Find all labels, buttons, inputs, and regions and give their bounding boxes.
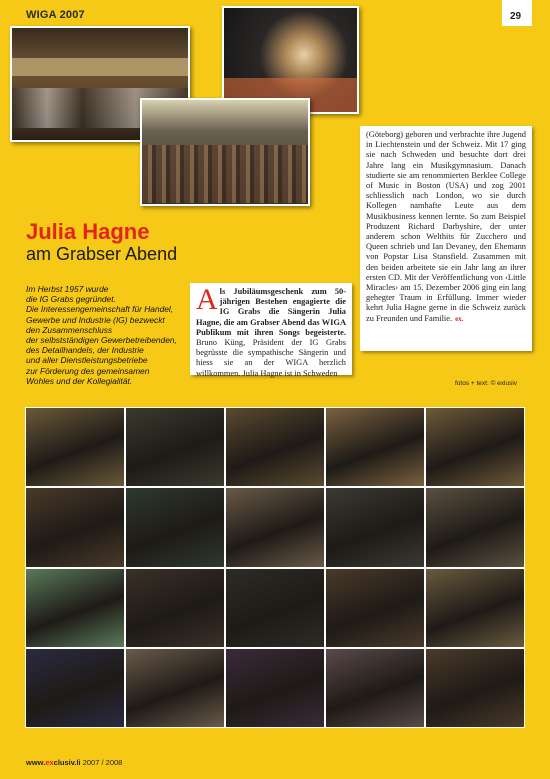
grid-photo	[125, 648, 225, 728]
article-body-part2: (Göteborg) geboren und verbrachte ihre Jugend in Liechtenstein und der Schweiz. Mit 17 ging sie nach Schweden und besuchte dort drei Jahre lang ein Musikgymnasium. Danach studierte sie am renommierten Berklee College of Music in Boston (USA) und zog 2001 schliesslich nach London, wo sie durch Kollegen namhafte Leute aus dem Musikbusiness kennen lernte. So zum Beispiel Produzent Richard Darbyshire, der unter anderem schon Welthits für Zucchero und Queen schrieb und Ian Devaney, den Ehemann von Popstar Lisa Stansfield. Zusammen mit den beiden arbeitete sie ein Jahr lang an ihrer ersten CD. Mit der Veröffentlichung von ‹Little Miracles› am 15. Dezember 2006 ging ein lang gehegter Traum in Erfüllung. Immer wieder kehrt Julia Hagne gerne in die Schweiz zurück zu Freunden und Familie.	[366, 130, 526, 323]
page-number: 29	[510, 11, 522, 22]
intro-line: Gewerbe und Industrie (IG) bezweckt	[26, 314, 165, 325]
subheadline: am Grabser Abend	[26, 244, 178, 264]
footer	[26, 758, 122, 767]
grid-photo	[225, 487, 325, 567]
grid-photo	[425, 407, 525, 487]
photo-audience	[140, 98, 310, 206]
grid-photo	[25, 648, 125, 728]
grid-photo	[25, 487, 125, 567]
grid-photo	[425, 648, 525, 728]
article-lead: ls Jubiläumsgeschenk zum 50-jährigen Bestehen engagierte die IG Grabs die Sängerin Julia Hagne, die am Grabser Abend das WIGA Publikum mit ihren Songs begeisterte.	[196, 287, 346, 337]
intro-line: des Detailhandels, der Industrie	[26, 345, 144, 356]
grid-photo	[325, 568, 425, 648]
grid-photo	[125, 487, 225, 567]
headline: Julia Hagne	[26, 219, 150, 244]
footer-years: 2007 / 2008	[82, 758, 123, 767]
grid-photo	[425, 487, 525, 567]
photo-credit: fotos + text: © exlusiv	[455, 380, 518, 387]
article-text-box-1	[190, 283, 352, 378]
grid-photo	[225, 407, 325, 487]
grid-photo	[325, 648, 425, 728]
grid-photo	[225, 648, 325, 728]
intro-line: zur Förderung des gemeinsamen	[26, 365, 150, 376]
footer-url: www.exclusiv.li	[26, 758, 81, 767]
grid-photo	[125, 407, 225, 487]
grid-photo	[325, 487, 425, 567]
grid-photo	[25, 407, 125, 487]
intro-line: Im Herbst 1957 wurde	[26, 284, 109, 294]
intro-line: die IG Grabs gegründet.	[26, 294, 116, 305]
intro-line: der selbstständigen Gewerbetreibenden,	[26, 335, 177, 346]
grid-photo	[425, 568, 525, 648]
intro-line: und aller Dienstleistungsbetriebe	[26, 355, 148, 366]
grid-photo	[325, 407, 425, 487]
intro-line: den Zusammenschluss	[26, 324, 113, 335]
drop-cap: A	[196, 283, 218, 316]
photo-grid	[25, 407, 525, 728]
intro-line: Wohles und der Kollegialität.	[26, 375, 133, 386]
grid-photo	[225, 568, 325, 648]
intro-text	[26, 284, 181, 386]
intro-line: Die Interessengemeinschaft für Handel,	[26, 304, 174, 315]
article-body-part1: Bruno Küng, Präsident der IG Grabs begrüsste die sympathische Sängerin und hiess sie an der WIGA herzlich willkommen. Julia Hagne ist in Schweden	[196, 338, 346, 378]
article-end-mark: ex.	[455, 314, 464, 323]
grid-photo	[125, 568, 225, 648]
article-text-box-2	[360, 126, 532, 351]
grid-photo	[25, 568, 125, 648]
section-title: WIGA 2007	[26, 9, 85, 21]
